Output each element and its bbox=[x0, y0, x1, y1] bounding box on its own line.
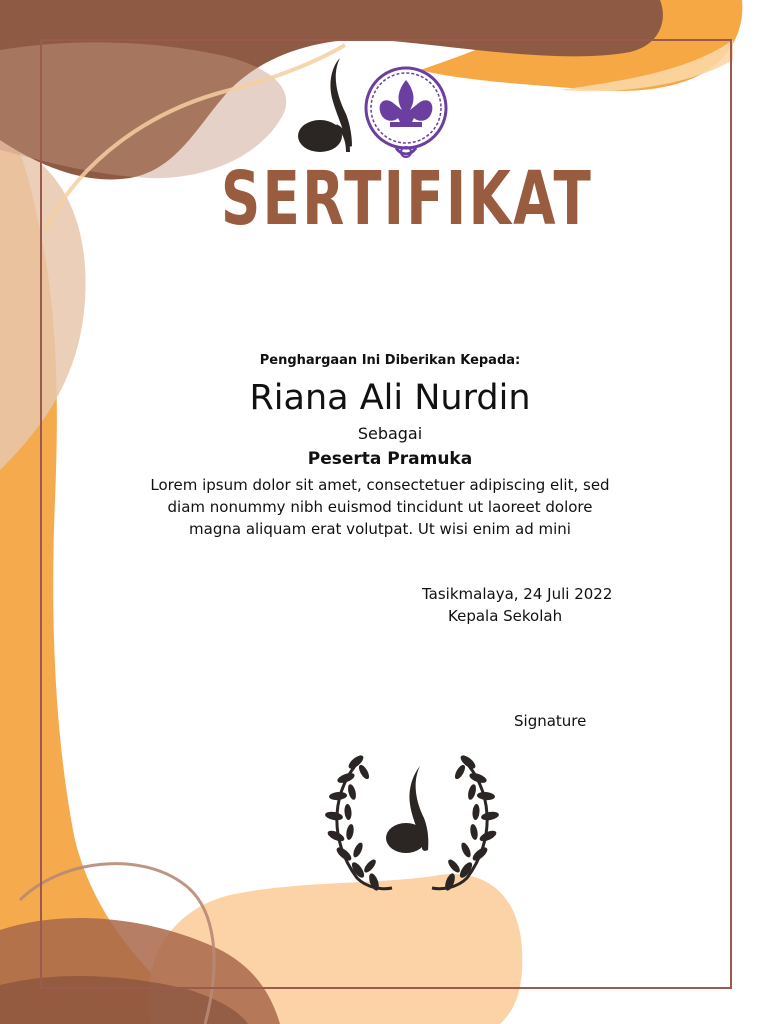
description-line: diam nonummy nibh euismod tincidunt ut laoreet dolore bbox=[167, 498, 593, 516]
description-line: Lorem ipsum dolor sit amet, consectetuer adipiscing elit, sed bbox=[150, 476, 610, 494]
certificate-title: SERTIFIKAT bbox=[220, 156, 594, 242]
header-logos bbox=[296, 56, 456, 164]
recipient-name: Riana Ali Nurdin bbox=[249, 378, 531, 418]
awarded-to-label: Penghargaan Ini Diberikan Kepada: bbox=[259, 353, 521, 368]
laurel-wreath-icon bbox=[312, 748, 512, 898]
signer-position: Kepala Sekolah bbox=[448, 607, 563, 625]
place-date: Tasikmalaya, 24 Juli 2022 bbox=[422, 585, 613, 603]
world-scout-emblem-icon bbox=[366, 68, 446, 157]
tunas-kelapa-logo-icon bbox=[298, 58, 352, 152]
description bbox=[0, 474, 760, 540]
signature-label: Signature bbox=[514, 712, 587, 730]
as-label: Sebagai bbox=[357, 424, 423, 443]
recipient-role: Peserta Pramuka bbox=[307, 449, 473, 469]
description-line: magna aliquam erat volutpat. Ut wisi enim ad mini bbox=[189, 520, 571, 538]
